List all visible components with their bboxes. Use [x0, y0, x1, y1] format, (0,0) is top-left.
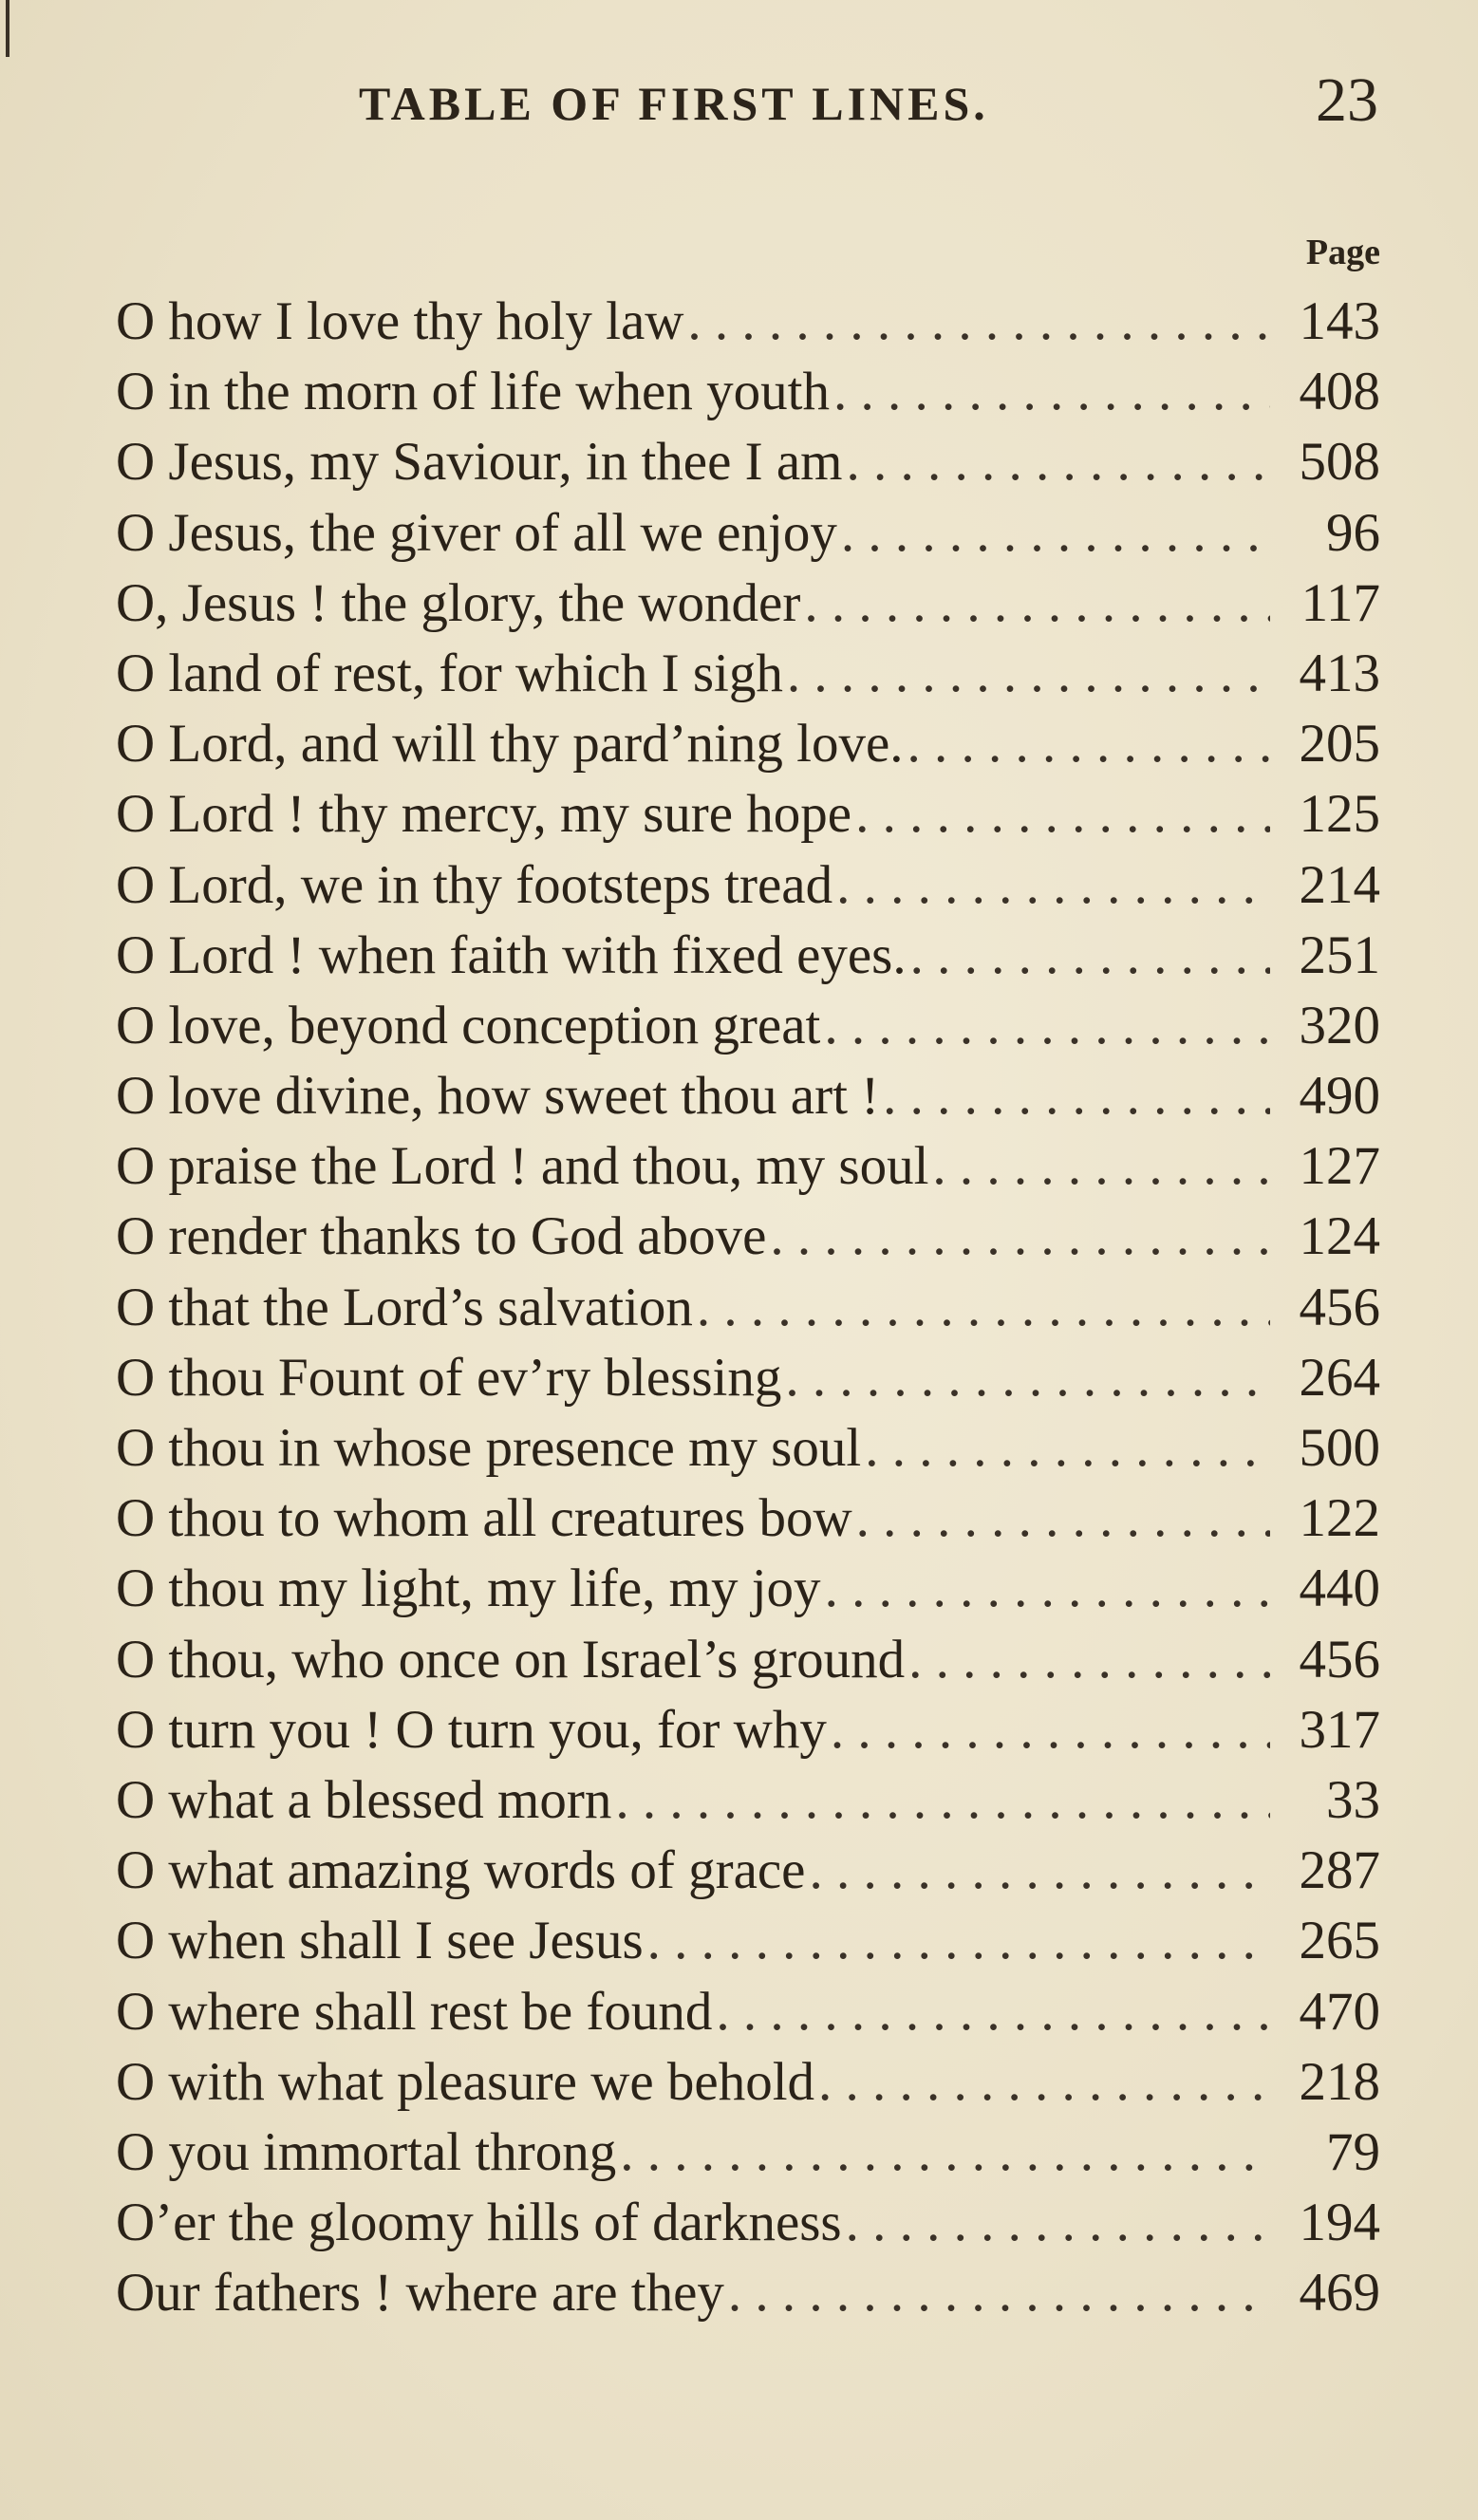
first-line-entry — [116, 2188, 1380, 2258]
first-line-text: O how I love thy holy law — [116, 291, 684, 351]
first-line-entry — [116, 1343, 1380, 1413]
first-line-text: O thou to whom all creatures bow — [116, 1488, 852, 1549]
first-line-text: O what amazing words of grace — [116, 1840, 806, 1901]
hymn-page-number: 143 — [1299, 291, 1380, 351]
first-line-entry — [116, 1625, 1380, 1695]
first-line-text: O love divine, how sweet thou art ! — [116, 1066, 880, 1127]
page-edge-rule — [6, 0, 9, 57]
hymn-page-number: 33 — [1326, 1769, 1380, 1830]
hymn-page-number: 205 — [1299, 714, 1380, 775]
dot-leader — [855, 779, 1270, 849]
running-title: TABLE OF FIRST LINES. — [359, 77, 989, 130]
first-line-text: Our fathers ! where are they — [116, 2263, 724, 2324]
first-line-text: O you immortal throng — [116, 2121, 617, 2182]
hymn-page-number: 440 — [1299, 1559, 1380, 1619]
dot-leader — [856, 1484, 1270, 1554]
first-line-text: O thou my light, my life, my joy — [116, 1559, 821, 1619]
hymn-page-number: 117 — [1300, 572, 1380, 633]
dot-leader — [615, 1765, 1270, 1836]
first-line-entry — [116, 1413, 1380, 1484]
hymn-page-number: 251 — [1299, 924, 1380, 985]
dot-leader — [787, 639, 1270, 709]
hymn-page-number: 265 — [1299, 1911, 1380, 1971]
dot-leader — [841, 498, 1270, 569]
first-line-text: O thou Fount of ev’ry blessing — [116, 1347, 782, 1408]
first-line-text: O love, beyond conception great — [116, 995, 821, 1055]
dot-leader — [836, 850, 1270, 921]
dot-leader — [824, 991, 1270, 1061]
first-line-entry — [116, 850, 1380, 921]
first-line-entry — [116, 2118, 1380, 2188]
first-line-entry — [116, 1765, 1380, 1836]
first-line-text: O what a blessed morn — [116, 1769, 612, 1830]
hymn-page-number: 125 — [1299, 784, 1380, 845]
dot-leader — [818, 2047, 1270, 2118]
first-line-text: O thou in whose presence my soul — [116, 1418, 862, 1478]
first-line-entry — [116, 639, 1380, 709]
first-line-entry — [116, 709, 1380, 779]
first-line-text: O Lord ! thy mercy, my sure hope — [116, 784, 852, 845]
first-line-text: O Jesus, my Saviour, in thee I am — [116, 432, 843, 493]
dot-leader — [728, 2258, 1270, 2328]
hymn-page-number: 317 — [1299, 1699, 1380, 1760]
dot-leader — [697, 1273, 1270, 1343]
dot-leader — [785, 1343, 1270, 1413]
hymn-page-number: 264 — [1299, 1347, 1380, 1408]
first-line-text: O render thanks to God above — [116, 1206, 767, 1267]
page-number: 23 — [1316, 65, 1378, 135]
first-line-entry — [116, 498, 1380, 569]
hymn-page-number: 122 — [1299, 1488, 1380, 1549]
dot-leader — [770, 1202, 1270, 1272]
hymn-page-number: 413 — [1299, 643, 1380, 703]
first-line-entry — [116, 1695, 1380, 1765]
first-line-entry — [116, 357, 1380, 427]
first-line-text: O, Jesus ! the glory, the wonder — [116, 572, 801, 633]
first-line-text: O Lord ! when faith with fixed eyes. — [116, 924, 907, 985]
dot-leader — [846, 2188, 1270, 2258]
dot-leader — [865, 1413, 1270, 1484]
first-line-text: O with what pleasure we behold — [116, 2051, 815, 2112]
hymn-page-number: 456 — [1299, 1277, 1380, 1337]
hymn-page-number: 287 — [1299, 1840, 1380, 1901]
hymn-page-number: 470 — [1299, 1981, 1380, 2042]
first-line-entry — [116, 1061, 1380, 1131]
dot-leader — [647, 1906, 1270, 1976]
page-column-heading: Page — [1305, 233, 1380, 272]
first-line-entry — [116, 1836, 1380, 1906]
dot-leader — [833, 357, 1270, 427]
dot-leader — [716, 1977, 1270, 2047]
first-line-text: O when shall I see Jesus — [116, 1911, 644, 1971]
first-line-text: O thou, who once on Israel’s ground — [116, 1629, 906, 1689]
first-lines-list — [116, 287, 1380, 2328]
dot-leader — [908, 1625, 1270, 1695]
first-line-entry — [116, 1484, 1380, 1554]
first-line-entry — [116, 2258, 1380, 2328]
dot-leader — [907, 709, 1270, 779]
first-line-entry — [116, 569, 1380, 639]
first-line-text: O that the Lord’s salvation — [116, 1277, 693, 1337]
dot-leader — [831, 1695, 1270, 1765]
hymn-page-number: 96 — [1326, 502, 1380, 563]
first-line-text: O in the morn of life when youth — [116, 362, 830, 422]
hymn-page-number: 127 — [1299, 1136, 1380, 1197]
dot-leader — [847, 427, 1270, 497]
dot-leader — [687, 287, 1270, 357]
first-line-entry — [116, 1554, 1380, 1624]
first-line-entry — [116, 1131, 1380, 1202]
first-line-text: O where shall rest be found — [116, 1981, 713, 2042]
first-line-entry — [116, 287, 1380, 357]
first-line-entry — [116, 427, 1380, 497]
first-line-entry — [116, 991, 1380, 1061]
hymn-page-number: 469 — [1299, 2263, 1380, 2324]
hymn-page-number: 456 — [1299, 1629, 1380, 1689]
first-line-text: O’er the gloomy hills of darkness — [116, 2193, 842, 2253]
hymn-page-number: 214 — [1299, 854, 1380, 915]
first-line-text: O land of rest, for which I sigh — [116, 643, 783, 703]
first-line-entry — [116, 779, 1380, 849]
first-line-entry — [116, 1273, 1380, 1343]
dot-leader — [804, 569, 1270, 639]
first-line-entry — [116, 1977, 1380, 2047]
hymn-page-number: 408 — [1299, 362, 1380, 422]
hymn-page-number: 218 — [1299, 2051, 1380, 2112]
dot-leader — [620, 2118, 1270, 2188]
hymn-page-number: 194 — [1299, 2193, 1380, 2253]
dot-leader — [910, 921, 1270, 991]
dot-leader — [825, 1554, 1270, 1624]
dot-leader — [932, 1131, 1270, 1202]
first-line-text: O praise the Lord ! and thou, my soul — [116, 1136, 929, 1197]
first-line-text: O Jesus, the giver of all we enjoy — [116, 502, 837, 563]
first-line-entry — [116, 2047, 1380, 2118]
first-line-entry — [116, 1202, 1380, 1272]
dot-leader — [883, 1061, 1270, 1131]
first-line-text: O Lord, we in thy footsteps tread — [116, 854, 833, 915]
hymn-page-number: 320 — [1299, 995, 1380, 1055]
first-line-entry — [116, 1906, 1380, 1976]
hymn-page-number: 490 — [1299, 1066, 1380, 1127]
hymn-page-number: 79 — [1326, 2121, 1380, 2182]
dot-leader — [809, 1836, 1270, 1906]
hymn-page-number: 508 — [1299, 432, 1380, 493]
hymn-page-number: 500 — [1299, 1418, 1380, 1478]
first-line-text: O turn you ! O turn you, for why — [116, 1699, 827, 1760]
hymn-page-number: 124 — [1299, 1206, 1380, 1267]
first-line-text: O Lord, and will thy pard’ning love. — [116, 714, 904, 775]
first-line-entry — [116, 921, 1380, 991]
